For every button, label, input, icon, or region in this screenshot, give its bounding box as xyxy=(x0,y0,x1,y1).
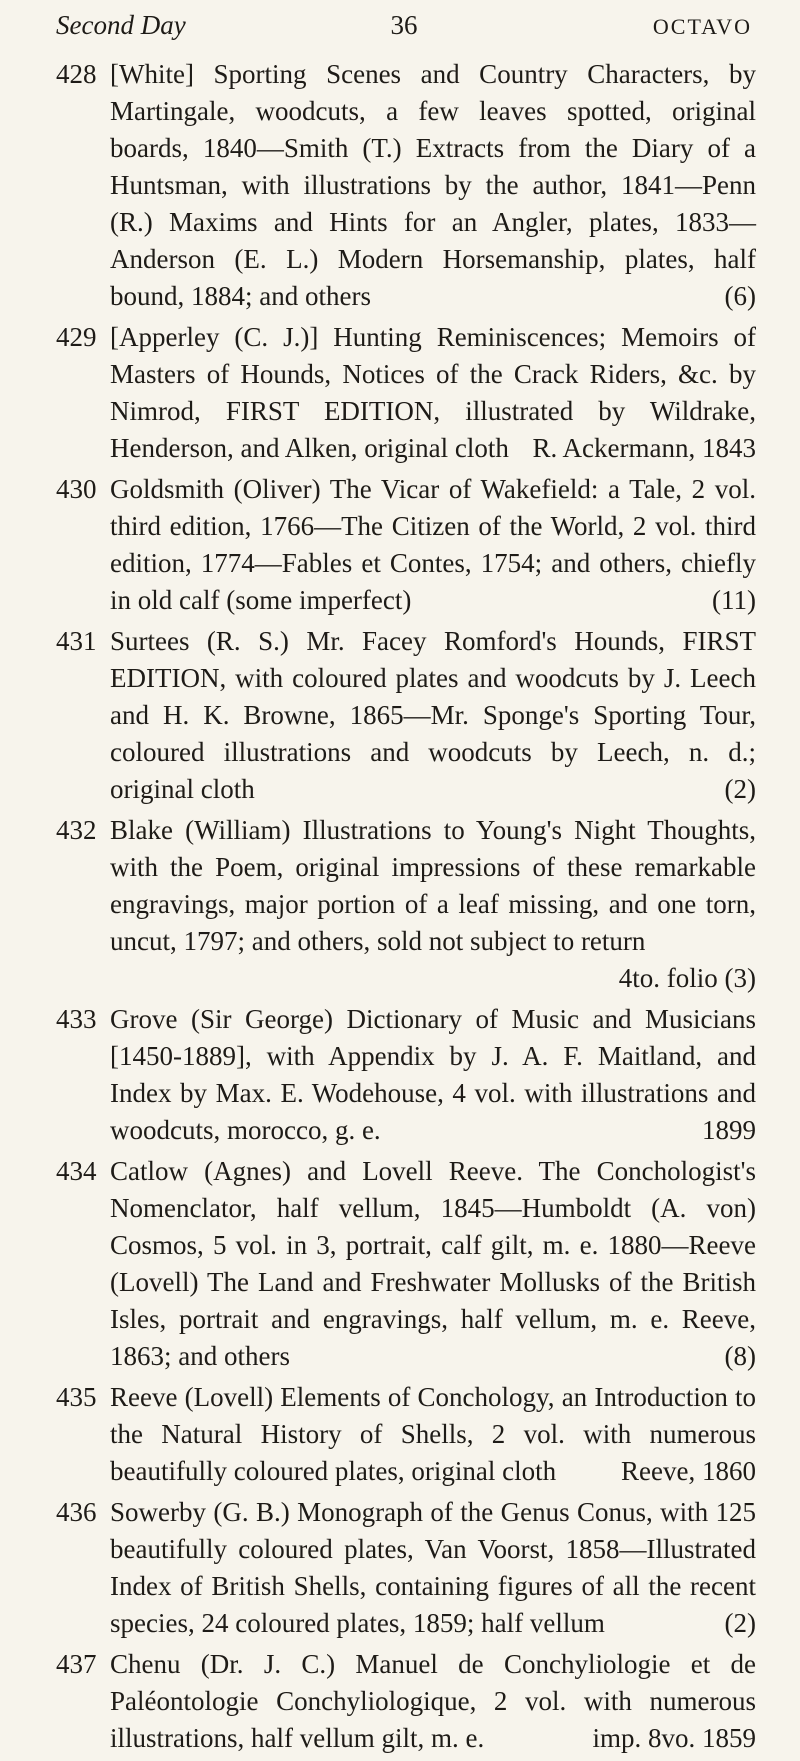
lot-number: 434 xyxy=(56,1156,97,1186)
lot-end-note: (2) xyxy=(724,774,756,804)
lot-number: 437 xyxy=(56,1649,97,1679)
lot-number: 435 xyxy=(56,1382,97,1412)
lot-entry xyxy=(0,1153,800,1375)
lot-text: [White] Sporting Scenes and Country Characters, by Martingale, woodcuts, a few leaves spotted, original boards, 1840—Smith (T.) Extracts from the Diary of a Huntsman, with illustrations by the author, 1841—Penn (R.) Maxims and Hints for an Angler, plates, 1833—Anderson (E. L.) Modern Horsemanship, plates, half bound, 1884; and others xyxy=(110,59,756,311)
lot-number: 431 xyxy=(56,626,97,656)
lot-text: Catlow (Agnes) and Lovell Reeve. The Conchologist's Nomenclator, half vellum, 1845—Humboldt (A. von) Cosmos, 5 vol. in 3, portrait, calf gilt, m. e. 1880—Reeve (Lovell) The Land and Freshwater Mollusks of the British Isles, portrait and engravings, half vellum, m. e. Reeve, 1863; and others xyxy=(110,1156,756,1371)
lot-end-note: (2) xyxy=(724,1608,756,1638)
lot-end-note: 1899 xyxy=(702,1115,756,1145)
lot-entry xyxy=(0,471,800,619)
lot-description xyxy=(110,319,756,467)
format-label: OCTAVO xyxy=(652,14,752,39)
lot-list xyxy=(0,56,800,1761)
lot-text: Grove (Sir George) Dictionary of Music and Musicians [1450-1889], with Appendix by J. A. F. Maitland, and Index by Max. E. Wodehouse, 4 vol. with illustrations and woodcuts, morocco, g. e. xyxy=(110,1004,756,1145)
running-header xyxy=(56,10,752,50)
lot-entry xyxy=(0,1494,800,1642)
lot-number: 433 xyxy=(56,1004,97,1034)
page-number: 36 xyxy=(390,10,418,40)
lot-number: 428 xyxy=(56,59,97,89)
lot-text: Blake (William) Illustrations to Young's Night Thoughts, with the Poem, original impressions of these remarkable engravings, major portion of a leaf missing, and one torn, uncut, 1797; and others, sold not subject to return xyxy=(110,815,756,956)
lot-end-note: R. Ackermann, 1843 xyxy=(532,433,756,463)
lot-entry xyxy=(0,1001,800,1149)
lot-number: 430 xyxy=(56,474,97,504)
lot-text: Reeve (Lovell) Elements of Conchology, an Introduction to the Natural History of Shells, 2 vol. with numerous beautifully coloured plates, original cloth xyxy=(110,1382,756,1486)
lot-text: Goldsmith (Oliver) The Vicar of Wakefield: a Tale, 2 vol. third edition, 1766—The Citizen of the World, 2 vol. third edition, 1774—Fables et Contes, 1754; and others, chiefly in old calf (some imperfect) xyxy=(110,474,756,615)
lot-entry xyxy=(0,1646,800,1757)
lot-description xyxy=(110,1494,756,1642)
lot-text: Sowerby (G. B.) Monograph of the Genus Conus, with 125 beautifully coloured plates, Van Voorst, 1858—Illustrated Index of British Shells, containing figures of all the recent species, 24 coloured plates, 1859; half vellum xyxy=(110,1497,756,1638)
lot-end-note: (11) xyxy=(712,585,756,615)
lot-text: Chenu (Dr. J. C.) Manuel de Conchyliologie et de Paléontologie Conchyliologique, 2 vol. with numerous illustrations, half vellum gilt, m. e. xyxy=(110,1649,756,1753)
lot-end-note: 4to. folio (3) xyxy=(618,963,756,993)
lot-end-note: (8) xyxy=(724,1341,756,1371)
lot-end-note: Reeve, 1860 xyxy=(621,1456,756,1486)
lot-entry xyxy=(0,1379,800,1490)
lot-description xyxy=(110,1379,756,1490)
section-title: Second Day xyxy=(56,10,186,40)
lot-number: 429 xyxy=(56,322,97,352)
lot-description xyxy=(110,1153,756,1375)
lot-end-note: (6) xyxy=(724,281,756,311)
lot-description xyxy=(110,56,756,315)
lot-description xyxy=(110,812,756,997)
lot-entry xyxy=(0,56,800,315)
lot-description xyxy=(110,1001,756,1149)
lot-description xyxy=(110,1646,756,1757)
lot-text: [Apperley (C. J.)] Hunting Reminiscences; Memoirs of Masters of Hounds, Notices of the Crack Riders, &c. by Nimrod, FIRST EDITION, illustrated by Wildrake, Henderson, and Alken, original cloth xyxy=(110,322,756,463)
lot-entry xyxy=(0,319,800,467)
lot-end-note: imp. 8vo. 1859 xyxy=(592,1723,756,1753)
lot-description xyxy=(110,471,756,619)
lot-number: 432 xyxy=(56,815,97,845)
lot-entry xyxy=(0,812,800,997)
lot-number: 436 xyxy=(56,1497,97,1527)
lot-entry xyxy=(0,623,800,808)
lot-description xyxy=(110,623,756,808)
lot-text: Surtees (R. S.) Mr. Facey Romford's Hounds, FIRST EDITION, with coloured plates and woodcuts by J. Leech and H. K. Browne, 1865—Mr. Sponge's Sporting Tour, coloured illustrations and woodcuts by Leech, n. d.; original cloth xyxy=(110,626,756,804)
